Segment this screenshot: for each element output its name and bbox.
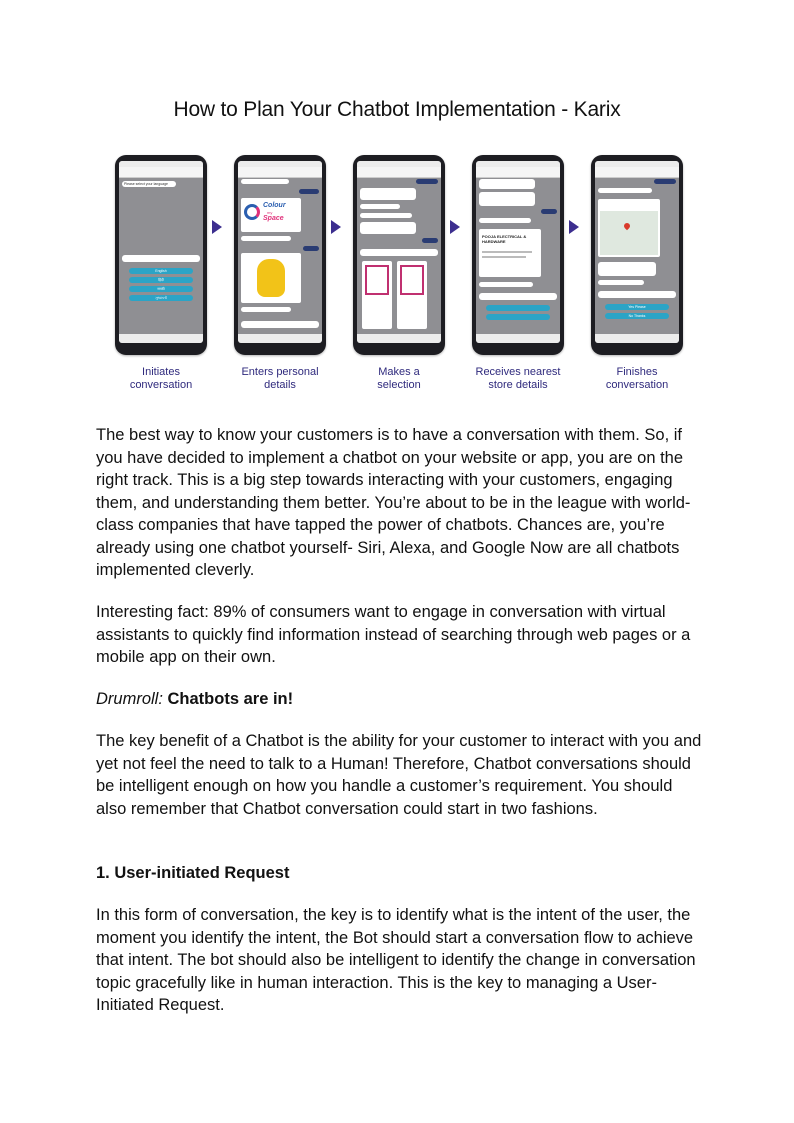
flow-arrow-icon (569, 220, 579, 234)
paragraph-intro: The best way to know your customers is to have a conversation with them. So, if you have decided to implement a chatbot on your website or app, you are on the right track. This is a big step towards interacting with your customers, engaging them, and understanding them better. You’re about to be in the league with world-class companies that have tapped the power of chatbots. Chances are, you’re already using one chatbot yourself- Siri, Alexa, and Google Now are all chatbots implemented cleverly. (96, 426, 691, 579)
paragraph-benefit: The key benefit of a Chatbot is the ability for your customer to interact with you and yet not feel the need to talk to a Human! Therefore, Chatbot conversations should be intelligent enough on how you handle a customer’s requirement. You should also remember that Chatbot conversation could start in two fashions. (96, 732, 702, 818)
step-caption: Makes a selection (377, 366, 421, 391)
step-caption: Finishes conversation (605, 366, 669, 391)
language-option: हिंदी (129, 277, 193, 283)
product-card (397, 261, 427, 329)
flow-arrow-icon (450, 220, 460, 234)
flow-arrow-icon (331, 220, 341, 234)
browser-url-bar (119, 167, 203, 178)
phone-finishes: Yes Please No Thanks (591, 155, 683, 355)
language-option: मराठी (129, 286, 193, 292)
language-option: ગુજરાતી (129, 295, 193, 301)
mascot-card (241, 253, 301, 303)
map-pin-icon (623, 222, 631, 230)
language-prompt-bubble: Please select your language (122, 181, 176, 187)
phone-selection (353, 155, 445, 355)
phone-screen (119, 161, 203, 343)
language-option: English (129, 268, 193, 274)
page-title: How to Plan Your Chatbot Implementation - Karix (173, 98, 621, 121)
flow-arrow-icon (212, 220, 222, 234)
phone-initiates (115, 155, 207, 355)
map-card (598, 199, 660, 257)
chatbot-flow-figure (113, 155, 683, 395)
chat-input (122, 255, 200, 262)
map-icon (600, 211, 658, 255)
step-caption: Receives nearest store details (475, 366, 561, 391)
paragraph-fact: Interesting fact: 89% of consumers want to engage in conversation with virtual assistants to quickly find information instead of searching through web pages or a mobile app on their own. (96, 603, 691, 666)
paragraph-user-initiated: In this form of conversation, the key is to identify what is the intent of the user, the moment you identify the intent, the Bot should start a conversation flow to achieve that intent. The bot should also be intelligent to identify the change in conversation topic gracefully like in human interaction. This is the key to managing a User-Initiated Request. (96, 906, 696, 1014)
step-caption: Enters personal details (241, 366, 319, 391)
product-card (362, 261, 392, 329)
store-card: POOJA ELECTRICAL & HARDWARE (479, 229, 541, 277)
phone-store-details (472, 155, 564, 355)
paragraph-drumroll (96, 688, 706, 711)
drumroll-label: Drumroll: (96, 690, 163, 708)
phone-personal-details (234, 155, 326, 355)
tiger-mascot-icon (257, 259, 285, 297)
section-heading: 1. User-initiated Request (96, 864, 290, 882)
step-caption: Initiates conversation (129, 366, 193, 391)
brand-logo-icon (244, 204, 260, 220)
brand-card: Colour my Space (241, 198, 301, 232)
drumroll-text: Chatbots are in! (167, 690, 294, 708)
